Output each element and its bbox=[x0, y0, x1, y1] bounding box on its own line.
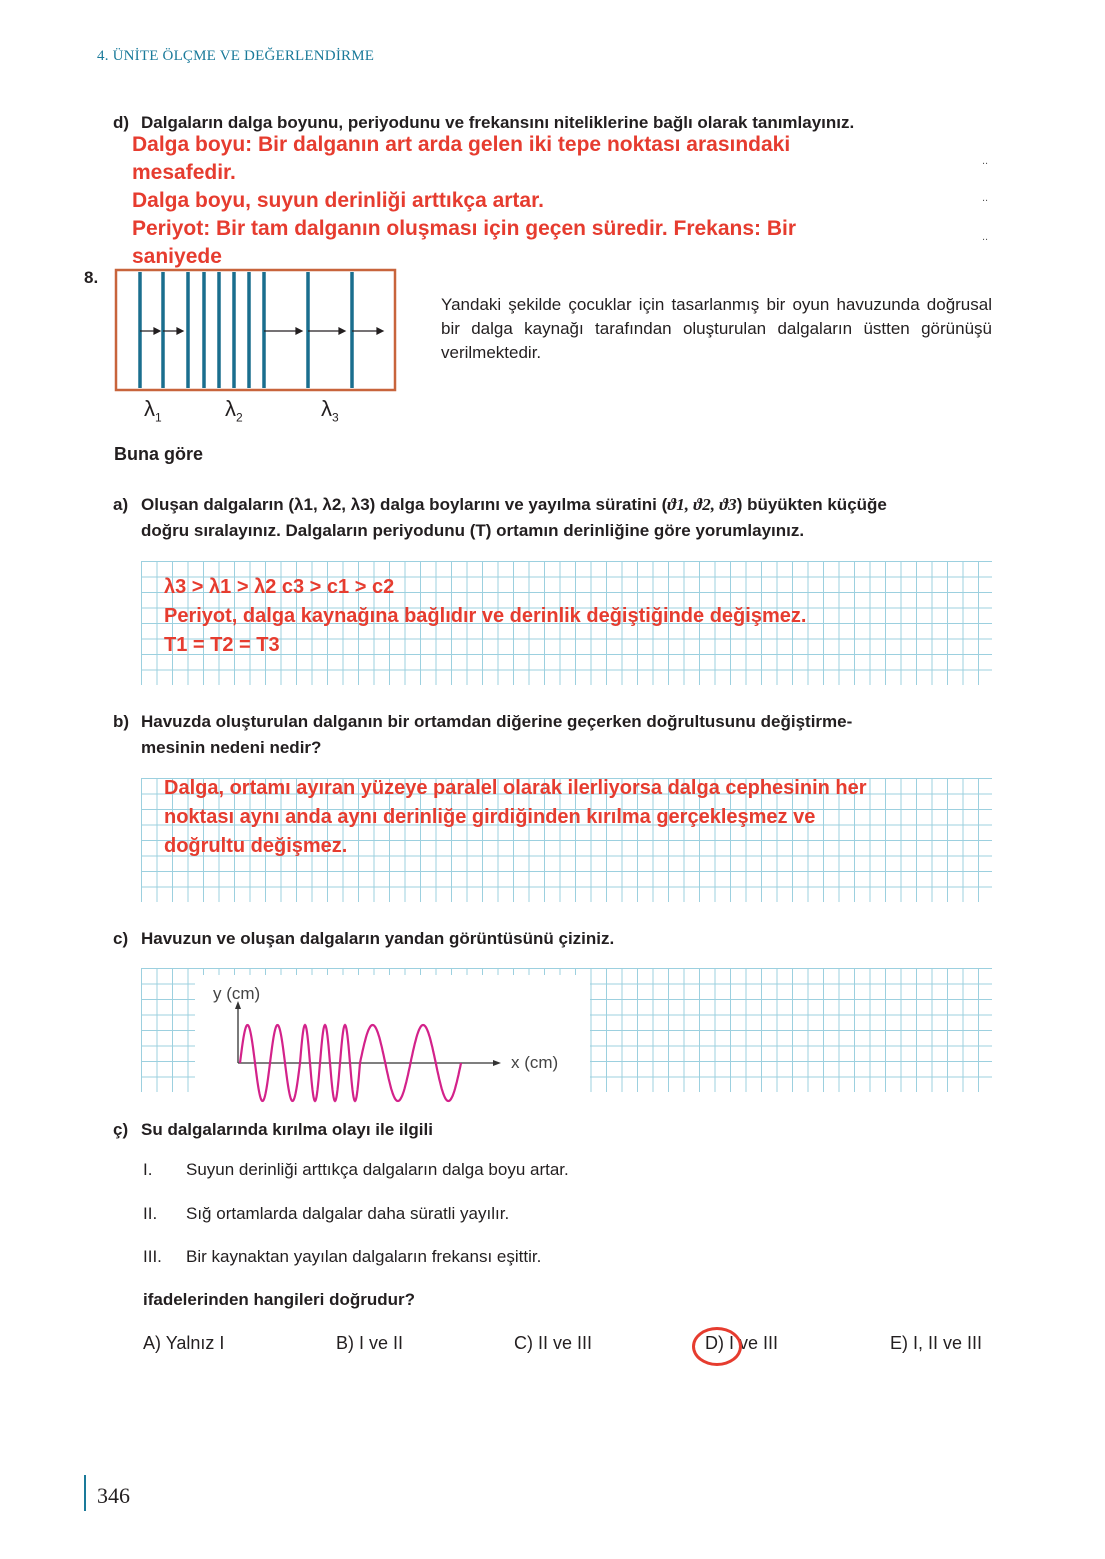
option-e[interactable] bbox=[890, 1333, 982, 1354]
answer-b-line: Dalga, ortamı ayıran yüzeye paralel olarak ilerliyorsa dalga cephesinin her bbox=[164, 777, 867, 799]
statement-number: II. bbox=[143, 1204, 158, 1223]
question-8-description: Yandaki şekilde çocuklar için tasarlanmış bir oyun havuzunda doğrusal bir dalga kaynağı tarafından oluşturulan dalgaların üstten görünüşü verilmektedir. bbox=[441, 295, 992, 362]
y-axis-label: y (cm) bbox=[213, 984, 261, 1003]
x-axis-label: x (cm) bbox=[511, 1053, 559, 1072]
answer-a-line: T1 = T2 = T3 bbox=[164, 634, 280, 656]
option-key: A) bbox=[143, 1333, 161, 1353]
answer-d-line: Periyot: Bir tam dalganın oluşması için geçen süredir. Frekans: Bir bbox=[132, 217, 797, 240]
answer-a-line: Periyot, dalga kaynağına bağlıdır ve derinlik değiştiğinde değişmez. bbox=[164, 605, 807, 627]
answer-d-line: saniyede bbox=[132, 245, 222, 268]
statement-text: Suyun derinliği arttıkça dalgaların dalga boyu artar. bbox=[186, 1160, 569, 1179]
lambda-3-label: $\lambda_3$ bbox=[321, 396, 339, 425]
option-c[interactable] bbox=[514, 1333, 592, 1354]
dotted-line-marker: .. bbox=[982, 155, 989, 167]
statement-text: Bir kaynaktan yayılan dalgaların frekansı eşittir. bbox=[186, 1247, 542, 1266]
question-a-line2: doğru sıralayınız. Dalgaların periyodunu (T) ortamın derinliğine göre yorumlayınız. bbox=[141, 521, 805, 540]
question-c-letter: c) bbox=[113, 929, 129, 948]
question-d-text: Dalgaların dalga boyunu, periyodunu ve frekansını niteliklerine bağlı olarak tanımlayınız. bbox=[141, 113, 855, 132]
statement-number: I. bbox=[143, 1160, 153, 1179]
question-a: a) Oluşan dalgaların (λ1, λ2, λ3) dalga boylarını ve yayılma süratini (ϑ1, ϑ2, ϑ3) büyükten küçüğe doğru sıralayınız. Dalgaların periyodunu (T) ortamın derinliğine göre yorumlayınız. bbox=[113, 492, 1003, 548]
question-d-letter: d) bbox=[113, 113, 130, 132]
side-view-graph bbox=[195, 975, 590, 1110]
option-text: I ve II bbox=[359, 1333, 404, 1353]
question-c-text: Havuzun ve oluşan dalgaların yandan görüntüsünü çiziniz. bbox=[141, 929, 615, 948]
answer-a-line: λ3 > λ1 > λ2 c3 > c1 > c2 bbox=[164, 576, 395, 598]
option-key: D) bbox=[705, 1333, 724, 1353]
option-text: I ve III bbox=[729, 1333, 779, 1353]
page-number: 346 bbox=[97, 1483, 130, 1508]
answer-b-line: doğrultu değişmez. bbox=[164, 835, 348, 857]
answer-d-line: mesafedir. bbox=[132, 161, 236, 184]
answer-a bbox=[164, 573, 984, 660]
question-cc bbox=[113, 1117, 1003, 1143]
answer-d-line: Dalga boyu: Bir dalganın art arda gelen iki tepe noktası arasındaki bbox=[132, 133, 791, 156]
answer-b-line: noktası aynı anda aynı derinliğe girdiğinden kırılma gerçekleşmez ve bbox=[164, 806, 816, 828]
answer-b bbox=[164, 774, 984, 861]
question-b-line: Havuzda oluşturulan dalganın bir ortamdan diğerine geçerken doğrultusunu değiştirme- bbox=[141, 712, 853, 731]
question-cc-letter: ç) bbox=[113, 1120, 129, 1139]
lambda-1-label: $\lambda_1$ bbox=[144, 396, 162, 425]
option-text: I, II ve III bbox=[913, 1333, 983, 1353]
question-number: 8. bbox=[84, 268, 99, 287]
question-cc-text: Su dalgalarında kırılma olayı ile ilgili bbox=[141, 1120, 433, 1139]
theta-list: ϑ1, ϑ2, ϑ3 bbox=[667, 495, 737, 514]
statements-prompt: ifadelerinden hangileri doğrudur? bbox=[143, 1290, 416, 1309]
question-c bbox=[113, 926, 1003, 952]
question-b-line: mesinin nedeni nedir? bbox=[141, 738, 322, 757]
option-text: II ve III bbox=[538, 1333, 593, 1353]
x-axis-arrow bbox=[493, 1060, 501, 1066]
dotted-line-marker: .. bbox=[982, 231, 989, 243]
statement-text: Sığ ortamlarda dalgalar daha süratli yayılır. bbox=[186, 1204, 510, 1223]
option-a[interactable] bbox=[143, 1333, 224, 1354]
answer-d bbox=[132, 131, 932, 268]
dotted-line-marker: .. bbox=[982, 192, 989, 204]
selected-answer-circle bbox=[692, 1327, 742, 1366]
unit-header: 4. ÜNİTE ÖLÇME VE DEĞERLENDİRME bbox=[97, 48, 375, 64]
page-number-bar bbox=[84, 1475, 86, 1511]
option-key: E) bbox=[890, 1333, 908, 1353]
question-b bbox=[113, 709, 1003, 765]
answer-d-line: Dalga boyu, suyun derinliği arttıkça artar. bbox=[132, 189, 544, 212]
option-text: Yalnız I bbox=[165, 1333, 225, 1353]
lambda-2-label: $\lambda_2$ bbox=[225, 396, 243, 425]
question-a-letter: a) bbox=[113, 495, 129, 514]
option-key: C) bbox=[514, 1333, 533, 1353]
question-b-letter: b) bbox=[113, 712, 130, 731]
pool-figure bbox=[114, 268, 399, 426]
option-b[interactable] bbox=[336, 1333, 403, 1354]
buna-gore: Buna göre bbox=[114, 444, 204, 464]
option-key: B) bbox=[336, 1333, 354, 1353]
lambda-list: λ1, λ2, λ3 bbox=[294, 495, 370, 514]
statement-number: III. bbox=[143, 1247, 162, 1266]
